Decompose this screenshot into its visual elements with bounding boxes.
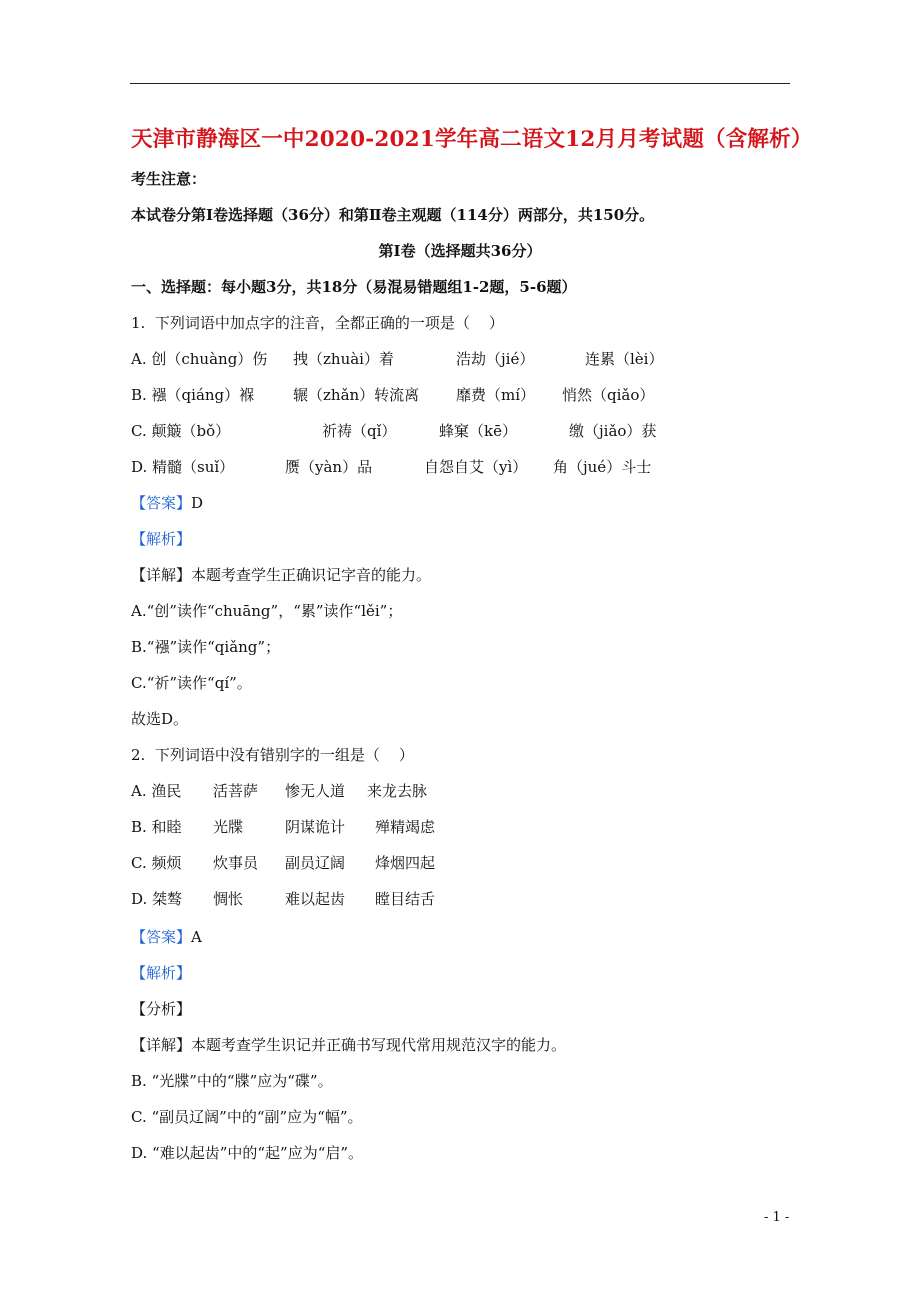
q1-answer-tag: 【答案】 [131, 494, 192, 512]
q1-note-a: A.“创”读作“chuāng”，“累”读作“lěi”； [131, 602, 403, 620]
q2-answer-tag: 【答案】 [131, 928, 192, 946]
q1-b-3: 靡费（mí） [456, 386, 536, 404]
q2-a-2: 活菩萨 [213, 782, 259, 800]
q2-option-d [131, 889, 791, 909]
q2-b-2: 光牒 [213, 818, 244, 836]
document-title: 天津市静海区一中2020-2021学年高二语文12月月考试题（含解析） [131, 127, 813, 152]
q1-note-b: B.“襁”读作“qiǎng”； [131, 638, 281, 656]
q2-c-1: C. 频烦 [131, 854, 182, 872]
page-number: - 1 - [764, 1210, 790, 1225]
notice-heading: 考生注意： [131, 170, 207, 188]
q2-c-4: 烽烟四起 [375, 854, 436, 872]
q2-b-4: 殚精竭虑 [375, 818, 436, 836]
q2-note-d: D. “难以起齿”中的“起”应为“启”。 [131, 1144, 364, 1162]
q1-d-3: 自怨自艾（yì） [424, 458, 528, 476]
q1-c-2: 祈祷（qǐ） [322, 422, 397, 440]
q2-d-2: 惆怅 [213, 890, 244, 908]
q2-note-b: B. “光牒”中的“牒”应为“碟”。 [131, 1072, 333, 1090]
q2-d-4: 瞠目结舌 [375, 890, 436, 908]
q1-d-4: 角（jué）斗士 [553, 458, 652, 476]
q1-c-4: 缴（jiǎo）获 [569, 422, 657, 440]
q1-note-c: C.“祈”读作“qí”。 [131, 674, 252, 692]
q1-a-4: 连累（lèi） [585, 350, 664, 368]
q1-option-b [131, 385, 791, 405]
q1-answer-value: D [191, 494, 204, 512]
q1-a-3: 浩劫（jié） [456, 350, 535, 368]
q2-detail: 【详解】本题考查学生识记并正确书写现代常用规范汉字的能力。 [131, 1036, 567, 1054]
q2-option-a [131, 781, 791, 801]
q2-option-c [131, 853, 791, 873]
q2-analysis-tag: 【解析】 [131, 964, 192, 982]
q1-answer [131, 493, 203, 513]
q1-c-1: C. 颠簸（bǒ） [131, 422, 231, 440]
q1-a-2: 拽（zhuài）着 [293, 350, 394, 368]
q1-d-2: 赝（yàn）品 [285, 458, 373, 476]
q2-option-b [131, 817, 791, 837]
q1-option-c [131, 421, 791, 441]
q2-a-4: 来龙去脉 [367, 782, 428, 800]
q1-detail: 【详解】本题考查学生正确识记字音的能力。 [131, 566, 432, 584]
q2-fenxi: 【分析】 [131, 1000, 192, 1018]
q1-analysis-tag: 【解析】 [131, 530, 192, 548]
q2-b-3: 阴谋诡计 [285, 818, 346, 836]
q1-option-d [131, 457, 791, 477]
q2-b-1: B. 和睦 [131, 818, 182, 836]
q1-b-4: 悄然（qiǎo） [562, 386, 655, 404]
q2-note-c: C. “副员辽阔”中的“副”应为“幅”。 [131, 1108, 363, 1126]
q2-c-2: 炊事员 [213, 854, 259, 872]
header-rule [130, 83, 790, 84]
q1-option-a [131, 349, 791, 369]
q2-c-3: 副员辽阔 [285, 854, 346, 872]
q2-stem: 2. 下列词语中没有错别字的一组是（ ） [131, 746, 414, 764]
q2-d-3: 难以起齿 [285, 890, 346, 908]
q2-a-3: 惨无人道 [285, 782, 346, 800]
section-title: 第Ⅰ卷（选择题共36分） [378, 242, 542, 260]
q1-stem: 1. 下列词语中加点字的注音，全都正确的一项是（ ） [131, 314, 504, 332]
q1-conclusion: 故选D。 [131, 710, 189, 728]
notice-body: 本试卷分第Ⅰ卷选择题（36分）和第Ⅱ卷主观题（114分）两部分，共150分。 [131, 206, 655, 224]
part1-heading: 一、选择题：每小题3分，共18分（易混易错题组1-2题，5-6题） [131, 278, 577, 296]
q1-a-1: A. 创（chuàng）伤 [131, 350, 268, 368]
q2-d-1: D. 桀骜 [131, 890, 183, 908]
q2-answer [131, 927, 202, 947]
q2-answer-value: A [191, 928, 202, 946]
q2-a-1: A. 渔民 [131, 782, 182, 800]
q1-b-1: B. 襁（qiáng）褓 [131, 386, 255, 404]
q1-d-1: D. 精髓（suǐ） [131, 458, 235, 476]
q1-b-2: 辗（zhǎn）转流离 [293, 386, 420, 404]
q1-c-3: 蜂窠（kē） [439, 422, 517, 440]
